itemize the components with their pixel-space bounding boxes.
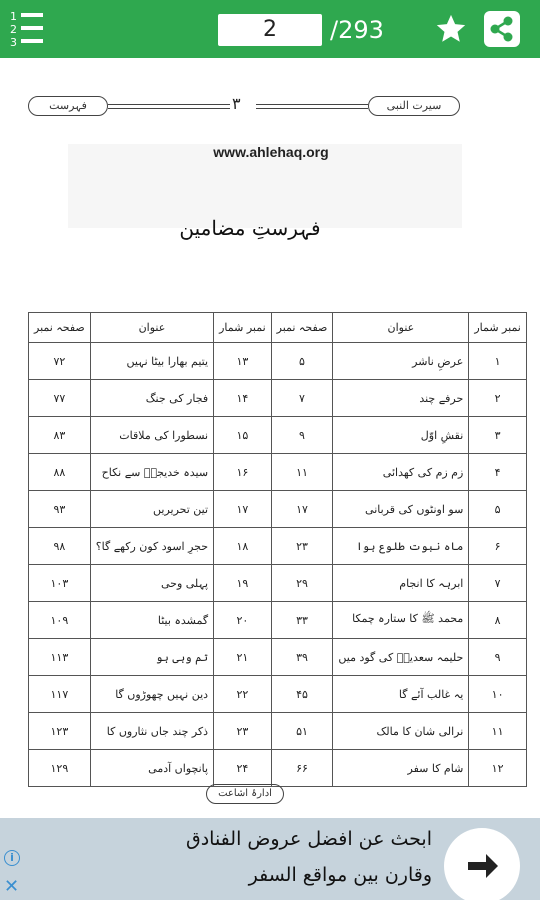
entry-page-left: ۸۳ — [29, 417, 91, 454]
entry-title-right: شام کا سفر — [333, 750, 469, 787]
page-total-label: /293 — [330, 16, 384, 44]
entry-page-right: ۱۷ — [271, 491, 333, 528]
entry-num-left: ۲۲ — [214, 676, 272, 713]
entry-page-right: ۲۹ — [271, 565, 333, 602]
toc-row — [29, 750, 527, 787]
entry-page-left: ۹۳ — [29, 491, 91, 528]
entry-page-right: ۶۶ — [271, 750, 333, 787]
entry-title-left: یتیم بھارا بیٹا نہیں — [90, 343, 213, 380]
toc-body — [29, 343, 527, 787]
toc-table — [28, 312, 527, 787]
toc-row — [29, 676, 527, 713]
toc-row — [29, 639, 527, 676]
toc-row — [29, 528, 527, 565]
col-title-left: عنوان — [90, 313, 213, 343]
entry-num-right: ۱۱ — [469, 713, 527, 750]
header-rule-right — [256, 104, 368, 109]
entry-page-right: ۳۳ — [271, 602, 333, 639]
entry-title-right: ماہ نبوت طلوع ہوا — [333, 528, 469, 565]
toc-title: فہرستِ مضامین — [179, 216, 321, 240]
entry-num-right: ۶ — [469, 528, 527, 565]
star-icon[interactable] — [434, 12, 468, 46]
close-icon[interactable]: ✕ — [4, 876, 20, 897]
entry-num-right: ۸ — [469, 602, 527, 639]
toc-row — [29, 565, 527, 602]
numbered-list-icon[interactable] — [8, 8, 48, 50]
page-number-input[interactable]: 2 — [218, 14, 322, 46]
website-url: www.ahlehaq.org — [213, 144, 329, 160]
entry-page-right: ۴۵ — [271, 676, 333, 713]
ad-headline[interactable]: ابحث عن افضل عروض الفنادق — [185, 828, 432, 850]
entry-title-right: زم زم کی کھدائی — [333, 454, 469, 491]
entry-num-right: ۱ — [469, 343, 527, 380]
col-page-left: صفحہ نمبر — [29, 313, 91, 343]
entry-page-left: ۸۸ — [29, 454, 91, 491]
top-toolbar — [0, 0, 540, 58]
entry-page-right: ۹ — [271, 417, 333, 454]
entry-num-left: ۲۱ — [214, 639, 272, 676]
entry-page-left: ۹۸ — [29, 528, 91, 565]
entry-title-left: پہلی وحی — [90, 565, 213, 602]
header-page-number: ۳ — [232, 94, 241, 113]
entry-num-left: ۱۴ — [214, 380, 272, 417]
entry-page-left: ۱۱۷ — [29, 676, 91, 713]
entry-page-left: ۱۰۳ — [29, 565, 91, 602]
toc-row — [29, 454, 527, 491]
entry-num-right: ۴ — [469, 454, 527, 491]
entry-num-left: ۱۹ — [214, 565, 272, 602]
toc-header-row — [29, 313, 527, 343]
entry-page-right: ۳۹ — [271, 639, 333, 676]
entry-page-left: ۷۷ — [29, 380, 91, 417]
entry-title-right: عرضِ ناشر — [333, 343, 469, 380]
entry-num-left: ۲۰ — [214, 602, 272, 639]
entry-num-left: ۱۳ — [214, 343, 272, 380]
toc-row — [29, 417, 527, 454]
entry-title-left: گمشدہ بیٹا — [90, 602, 213, 639]
toc-row — [29, 343, 527, 380]
entry-page-left: ۷۲ — [29, 343, 91, 380]
entry-num-right: ۲ — [469, 380, 527, 417]
entry-page-left: ۱۰۹ — [29, 602, 91, 639]
entry-title-left: حجرِ اسود کون رکھے گا؟ — [90, 528, 213, 565]
ad-subline[interactable]: وقارن بين مواقع السفر — [248, 864, 432, 886]
publisher-pill: ادارۂ اشاعت — [206, 784, 284, 804]
toc-row — [29, 713, 527, 750]
entry-page-right: ۵ — [271, 343, 333, 380]
entry-title-left: تین تحریریں — [90, 491, 213, 528]
entry-page-right: ۷ — [271, 380, 333, 417]
toc-row — [29, 491, 527, 528]
entry-num-right: ۳ — [469, 417, 527, 454]
entry-title-left: فجار کی جنگ — [90, 380, 213, 417]
entry-num-left: ۱۸ — [214, 528, 272, 565]
entry-title-right: ابرہہ کا انجام — [333, 565, 469, 602]
entry-num-left: ۲۳ — [214, 713, 272, 750]
entry-title-left: پانچواں آدمی — [90, 750, 213, 787]
col-num-right: نمبر شمار — [469, 313, 527, 343]
col-num-left: نمبر شمار — [214, 313, 272, 343]
entry-title-left: دین نہیں چھوڑوں گا — [90, 676, 213, 713]
entry-page-right: ۵۱ — [271, 713, 333, 750]
entry-title-left: تم وہی ہو — [90, 639, 213, 676]
entry-num-left: ۱۶ — [214, 454, 272, 491]
entry-num-left: ۱۷ — [214, 491, 272, 528]
header-section-pill: فہرست — [28, 96, 108, 116]
entry-title-left: سیدہ خدیجہؓ سے نکاح — [90, 454, 213, 491]
svg-text:1: 1 — [10, 10, 17, 23]
ad-banner[interactable] — [0, 818, 540, 900]
entry-title-right: یہ غالب آئے گا — [333, 676, 469, 713]
header-book-pill: سیرت النبی — [368, 96, 460, 116]
entry-num-right: ۱۲ — [469, 750, 527, 787]
entry-page-left: ۱۲۳ — [29, 713, 91, 750]
entry-title-right: حرفے چند — [333, 380, 469, 417]
entry-title-right: محمد ﷺ کا ستارہ چمکا — [333, 602, 469, 639]
svg-text:3: 3 — [10, 36, 17, 49]
entry-title-right: سو اونٹوں کی قربانی — [333, 491, 469, 528]
svg-text:2: 2 — [10, 23, 17, 36]
entry-page-right: ۲۳ — [271, 528, 333, 565]
info-icon[interactable]: i — [4, 850, 20, 866]
entry-page-left: ۱۲۹ — [29, 750, 91, 787]
col-title-right: عنوان — [333, 313, 469, 343]
entry-title-right: نرالی شان کا مالک — [333, 713, 469, 750]
entry-title-left: نسطورا کی ملاقات — [90, 417, 213, 454]
entry-title-right: نقشِ اوّل — [333, 417, 469, 454]
entry-num-right: ۱۰ — [469, 676, 527, 713]
col-page-right: صفحہ نمبر — [271, 313, 333, 343]
header-rule-left — [108, 104, 230, 109]
entry-num-right: ۹ — [469, 639, 527, 676]
toc-row — [29, 602, 527, 639]
entry-num-right: ۵ — [469, 491, 527, 528]
entry-num-left: ۲۴ — [214, 750, 272, 787]
share-icon[interactable] — [484, 11, 520, 47]
arrow-right-icon[interactable] — [444, 828, 520, 904]
entry-num-right: ۷ — [469, 565, 527, 602]
toc-row — [29, 380, 527, 417]
entry-num-left: ۱۵ — [214, 417, 272, 454]
entry-title-left: ذکر چند جاں نثاروں کا — [90, 713, 213, 750]
entry-page-right: ۱۱ — [271, 454, 333, 491]
entry-title-right: حلیمہ سعدیہؓ کی گود میں — [333, 639, 469, 676]
entry-page-left: ۱۱۳ — [29, 639, 91, 676]
